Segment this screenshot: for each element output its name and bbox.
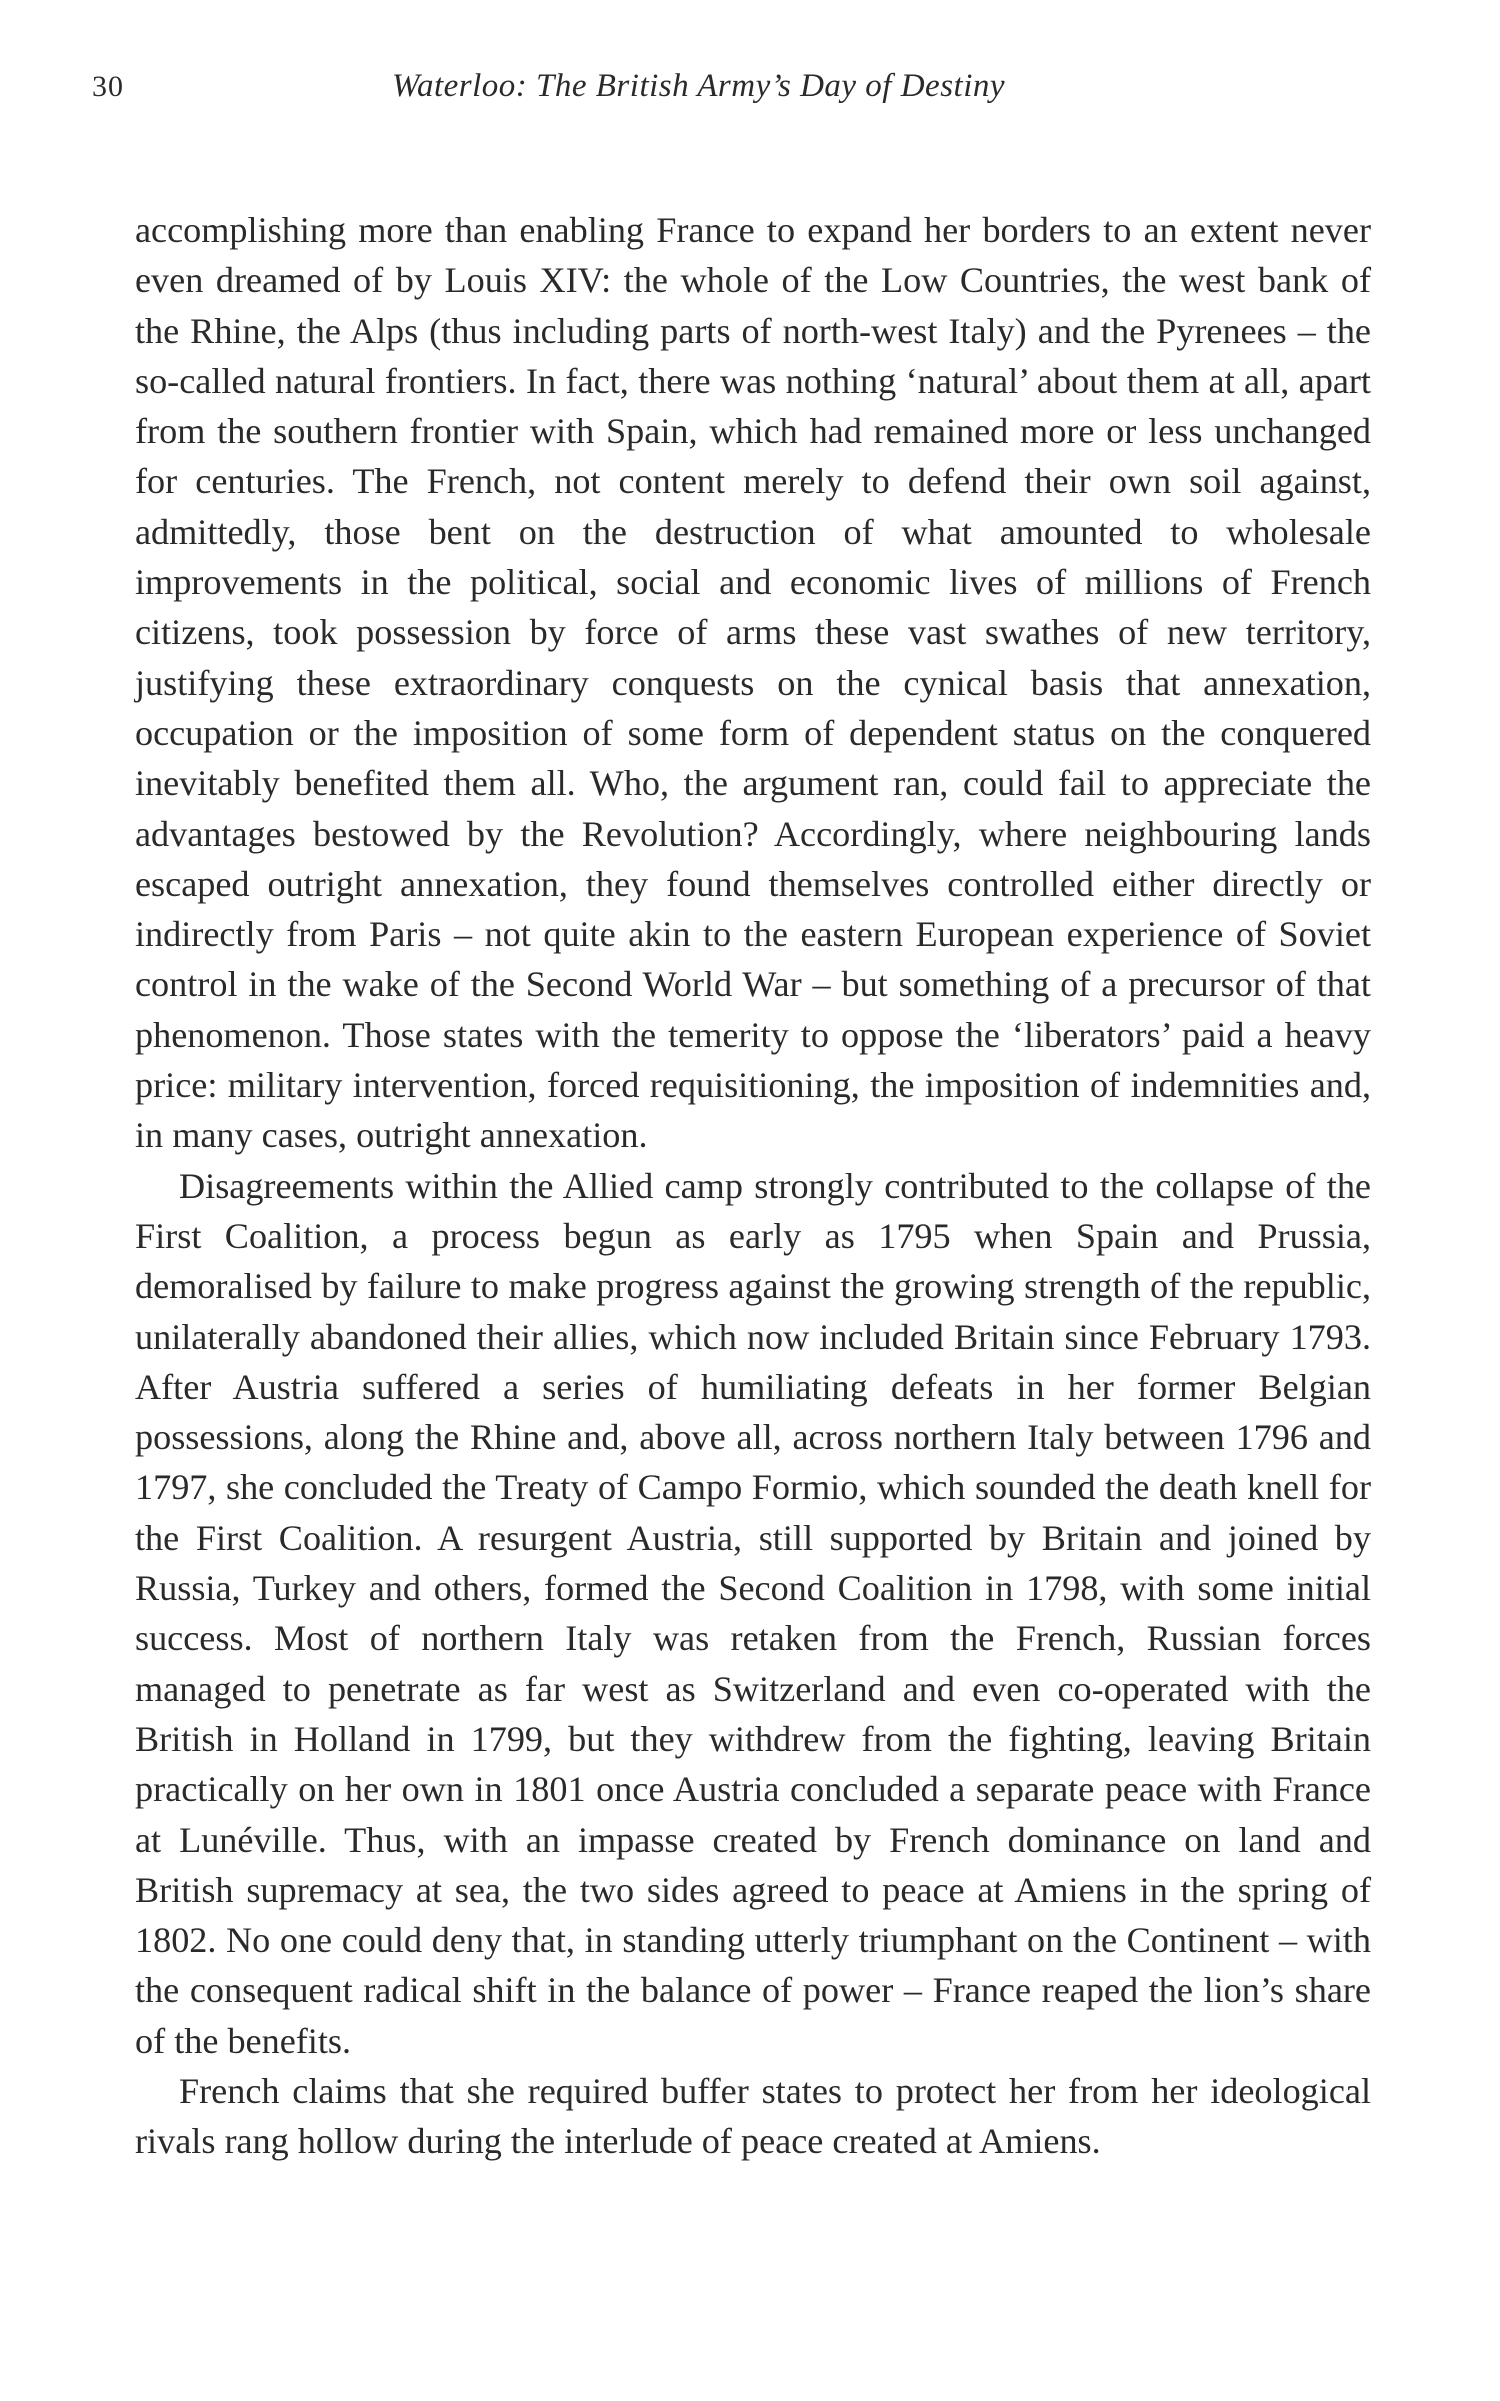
body-text bbox=[135, 205, 1371, 2167]
paragraph-1: accomplishing more than enabling France to expand her borders to an extent never even dreamed of by Louis XIV: the whole of the Low Countries, the west bank of the Rhine, the Alps (thus including parts of north-west Italy) and the Pyrenees – the so-called natural frontiers. In fact, there was nothing ‘natural’ about them at all, apart from the southern frontier with Spain, which had remained more or less unchanged for centuries. The French, not content merely to defend their own soil against, admittedly, those bent on the destruction of what amounted to wholesale improvements in the political, social and economic lives of millions of French citizens, took possession by force of arms these vast swathes of new territory, justifying these extraordinary conquests on the cynical basis that annexation, occupation or the imposition of some form of dependent status on the conquered inevitably benefited them all. Who, the argument ran, could fail to appreciate the advantages bestowed by the Revolution? Accordingly, where neighbouring lands escaped outright annexation, they found themselves controlled either directly or indirectly from Paris – not quite akin to the eastern European experience of Soviet control in the wake of the Second World War – but something of a precursor of that phenomenon. Those states with the temerity to oppose the ‘liberators’ paid a heavy price: military intervention, forced requisitioning, the imposition of indemnities and, in many cases, outright annexation. bbox=[135, 210, 1371, 1156]
running-head-title: Waterloo: The British Army’s Day of Destiny bbox=[392, 68, 1006, 104]
paragraph-3: French claims that she required buffer states to protect her from her ideological rivals rang hollow during the interlude of peace created at Amiens. bbox=[135, 2070, 1371, 2162]
paragraph-2: Disagreements within the Allied camp strongly contributed to the collapse of the First Coalition, a process begun as early as 1795 when Spain and Prussia, demoralised by failure to make progress against the growing strength of the republic, unilaterally abandoned their allies, which now included Britain since February 1793. After Austria suffered a series of humiliating defeats in her former Belgian possessions, along the Rhine and, above all, across northern Italy between 1796 and 1797, she concluded the Treaty of Campo Formio, which sounded the death knell for the First Coalition. A resurgent Austria, still supported by Britain and joined by Russia, Turkey and others, formed the Second Coalition in 1798, with some initial success. Most of northern Italy was retaken from the French, Russian forces managed to penetrate as far west as Switzerland and even co-operated with the British in Holland in 1799, but they withdrew from the fighting, leaving Britain practically on her own in 1801 once Austria concluded a separate peace with France at Lunéville. Thus, with an impasse created by French dominance on land and British supremacy at sea, the two sides agreed to peace at Amiens in the spring of 1802. No one could deny that, in standing utterly triumphant on the Continent – with the consequent radical shift in the balance of power – France reaped the lion’s share of the benefits. bbox=[135, 1165, 1371, 2061]
page-number: 30 bbox=[92, 70, 124, 103]
